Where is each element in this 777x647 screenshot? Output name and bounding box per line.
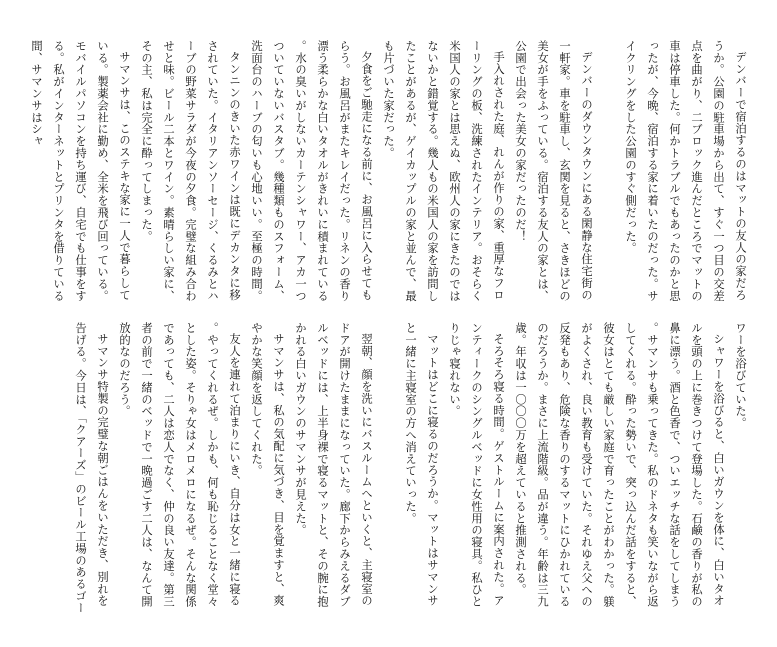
paragraph: サマンサは、私の気配に気づき、目を覚ますと、爽やかな笑顔を返してくれた。 [250,322,285,607]
paragraph: サマンサ特製の完璧な朝ごはんをいただき、別れを告げる。今日は、「クアーズ」のビール工場のあるゴー [74,322,109,614]
paragraph: シャワーを浴びると、白いガウンを体に、白いタオルを頭の上に巻きつけて登場した。石鹸の香りが私の鼻に漂う。酒と色香で、ついエッチな話をしてしまう。サマンサも乗ってきた。私のドネタも笑いながら返してくれる。酔った勢いで、突っ込んだ話をすると、彼女はとても厳しい家庭で育ったことがわかった。躾がよくされ、良い教育も受けていた。それゆえ父への反発もあり、危険な香りのするマットにひかれているのだろうか。まさに上流階級。品が違う。年齢は三九歳。年収は一〇〇〇万を超えていると推測される。 [514,322,725,608]
paragraph: デンバーのダウンタウンにある閑静な住宅街の一軒家。車を駐車し、玄関を見ると、さきほどの美女が手をふっている。宿泊する友人の家とは、公園で出会った美女の家だったのだ！ [514,40,593,302]
top-text-block [19,40,751,304]
paragraph: 翌朝、顔を洗いにバスルームへといくと、主寝室のドアが開けたままになっていた。廊下からみえるダブルベッドには、上半身裸で寝るマットと、その腕に抱かれる白いガウンのサマンサが見えた。 [294,322,373,608]
paragraph: 友人を連れて泊まりにいき、自分は女と一緒に寝る。やってくれるぜ。しかも、何も恥じることなく堂々とした姿。そりゃ女はメロメロになるぜ。そんな関係であっても、二人は恋人でなく、仲の良い友達。第三者の前で一緒のベッドで一晩過ごす二人は、なんて開放的なのだろう。 [118,322,241,608]
paragraph: マットはどこに寝るのだろうか。マットはサマンサと一緒に主寝室の方へ消えていった。 [404,322,439,607]
paragraph: デンバーで宿泊するのはマットの友人の家だろうか。公園の駐車場から出て、すぐ一つ目の交差点を曲がり、二ブロック進んだところでマットの車は停車した。何かトラブルでもあったのかと思ったが、今晩、宿泊する家に着いたのだった。サイクリングをした公園のすぐ側だった。 [624,40,747,302]
bottom-text-block [19,322,751,614]
paragraph: そろそろ寝る時間。ゲストルームに案内された。アンティークのシングルベッドに女性用の寝具。私ひとりじゃ寝れない。 [448,322,505,608]
paragraph: タンニンのきいた赤ワインは既にデカンタに移されていた。イタリアンソーセージ、くるみとハーブの野菜サラダが今夜の夕食。完璧な組み合わせと味。ビール二本とワイン。素晴らしい家に、その主、私は完全に酔ってしまった。 [140,40,241,302]
paragraph: 手入れされた庭、れんが作りの家、重厚なフローリングの板、洗練されたインテリア。おそらく米国人の家とは思えぬ、欧州人の家にきたのではないかと錯覚する。幾人もの米国人の家を訪問したことがあるが、ゲイカップルの家と並んで、最も片づいた家だった。 [382,40,505,302]
paragraph: ワーを浴びていた。 [734,322,747,430]
paragraph: 夕食をご馳走になる前に、お風呂に入らせてもらう。お風呂がまたキレイだった。リネンの香り漂う柔らかな白いタオルがきれいに積まれている。水の臭いがしないカーテンシャワー、アカ一つついていないバスタブ。幾種類ものスフォーム、洗面台のハーブの匂いも心地いい。至極の時間。 [250,40,373,302]
paragraph: サマンサは、このステキな家に一人で暮らしている。製薬会社に勤め、全米を飛び回っている。モバイルパソコンを持ち運び、自宅でも仕事をする。私がインターネットとプリンタを借りている間、サマンサはシャ [30,40,131,302]
